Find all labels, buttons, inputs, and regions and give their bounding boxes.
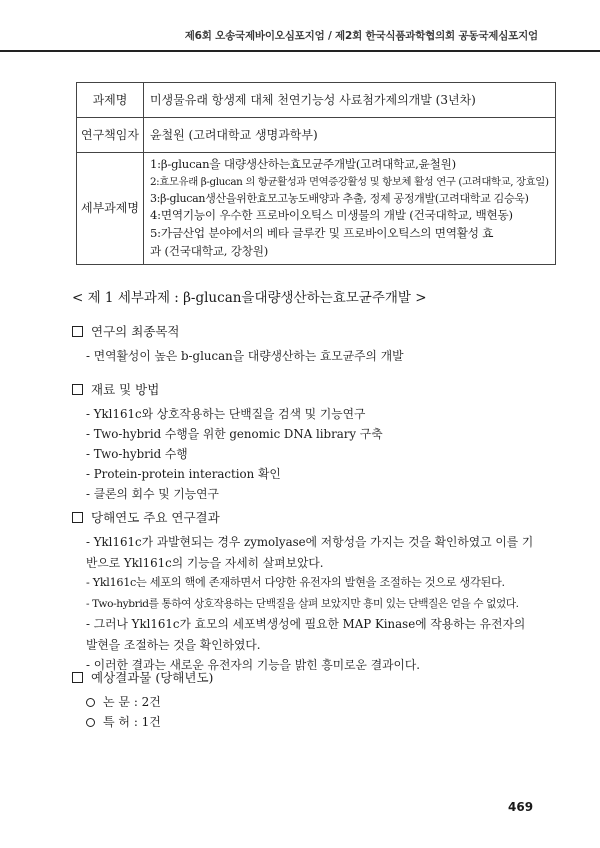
circle-bullet-icon [86,718,95,727]
list-item [72,692,542,712]
results-heading [72,508,542,526]
subtask-line: 3:β-glucan생산을위한효모고농도배양과 추출, 정제 공정개발(고려대학교 김승욱) [149,192,529,206]
results-heading-text: 당해연도 주요 연구결과 [91,510,220,525]
list-item: - Two-hybrid 수행 [86,447,188,461]
table-value-title: 미생물유래 항생제 대체 천연기능성 사료첨가제의개발 (3년차) [143,83,555,118]
table-row [77,153,556,265]
circle-bullet-icon [86,698,95,707]
expected-section [72,668,542,732]
materials-section [72,380,542,504]
expected-heading-text: 예상결과물 (당해년도) [91,670,214,685]
page-number: 469 [508,800,534,814]
result-line: 반으로 Ykl161c의 기능을 자세히 살펴보았다. [86,555,324,570]
result-line: - 이러한 결과는 새로운 유전자의 기능을 밝힌 흥미로운 결과이다. [86,658,421,672]
result-line: - 그러나 Ykl161c가 효모의 세포벽생성에 필요한 MAP Kinase에 작용하는 유전자의 [86,617,526,631]
table-label-title: 과제명 [77,83,144,118]
materials-heading [72,380,542,398]
list-item: - Protein-protein interaction 확인 [86,467,281,481]
subtask-line: 5:가금산업 분야에서의 베타 글루칸 및 프로바이오틱스의 면역활성 효 [149,226,494,241]
list-item: - 면역활성이 높은 b-glucan을 대량생산하는 효모균주의 개발 [86,349,404,363]
list-item: - Ykl161c와 상호작용하는 단백질을 검색 및 기능연구 [86,407,366,421]
table-label-subtasks: 세부과제명 [77,153,144,265]
checkbox-icon [72,384,83,395]
table-value-subtasks [143,153,555,265]
subtask-line: 과 (건국대학교, 강창원) [149,244,269,259]
list-item [72,712,542,732]
subtask-line: 4:면역기능이 우수한 프로바이오틱스 미생물의 개발 (건국대학교, 백현동) [149,208,513,223]
goal-heading [72,322,542,340]
table-label-pi: 연구책임자 [77,118,144,153]
table-row [77,118,556,153]
checkbox-icon [72,326,83,337]
expected-heading [72,668,542,686]
project-summary-table [76,82,556,265]
running-header [0,20,600,52]
results-section [72,508,542,676]
table-value-pi: 윤철원 (고려대학교 생명과학부) [143,118,555,153]
checkbox-icon [72,512,83,523]
table-row [77,83,556,118]
result-line: - Two-hybrid를 통하여 상호작용하는 단백질을 살펴 보았지만 흥미 있는 단백질은 얻을 수 없었다. [86,597,519,610]
result-line: - Ykl161c가 과발현되는 경우 zymolyase에 저항성을 가지는 것을 확인하였고 이를 기 [86,535,534,549]
goal-heading-text: 연구의 최종목적 [91,324,180,339]
checkbox-icon [72,672,83,683]
section-title: < 제 1 세부과제 : β-glucan을대량생산하는효모균주개발 > [72,290,427,306]
expected-item-text: 논 문 : 2건 [103,695,161,709]
list-item: - Two-hybrid 수행을 위한 genomic DNA library 구축 [86,427,383,441]
result-line: - Ykl161c는 세포의 핵에 존재하면서 다양한 유전자의 발현을 조절하는 것으로 생각된다. [86,576,505,589]
goal-section [72,322,542,366]
materials-heading-text: 재료 및 방법 [91,382,160,397]
subtask-line: 1:β-glucan을 대량생산하는효모균주개발(고려대학교,윤철원) [149,157,456,171]
expected-item-text: 특 허 : 1건 [103,715,161,729]
subtask-line: 2:효모유래 β-glucan 의 항균활성과 면역증강활성 및 항보체 활성 연구 (고려대학교, 장효일) [149,175,549,188]
result-line: 발현을 조절하는 것을 확인하였다. [86,637,261,652]
running-header-text: 제6회 오송국제바이오심포지엄 / 제2회 한국식품과학협의회 공동국제심포지엄 [184,30,538,42]
list-item: - 클론의 회수 및 기능연구 [86,487,219,501]
